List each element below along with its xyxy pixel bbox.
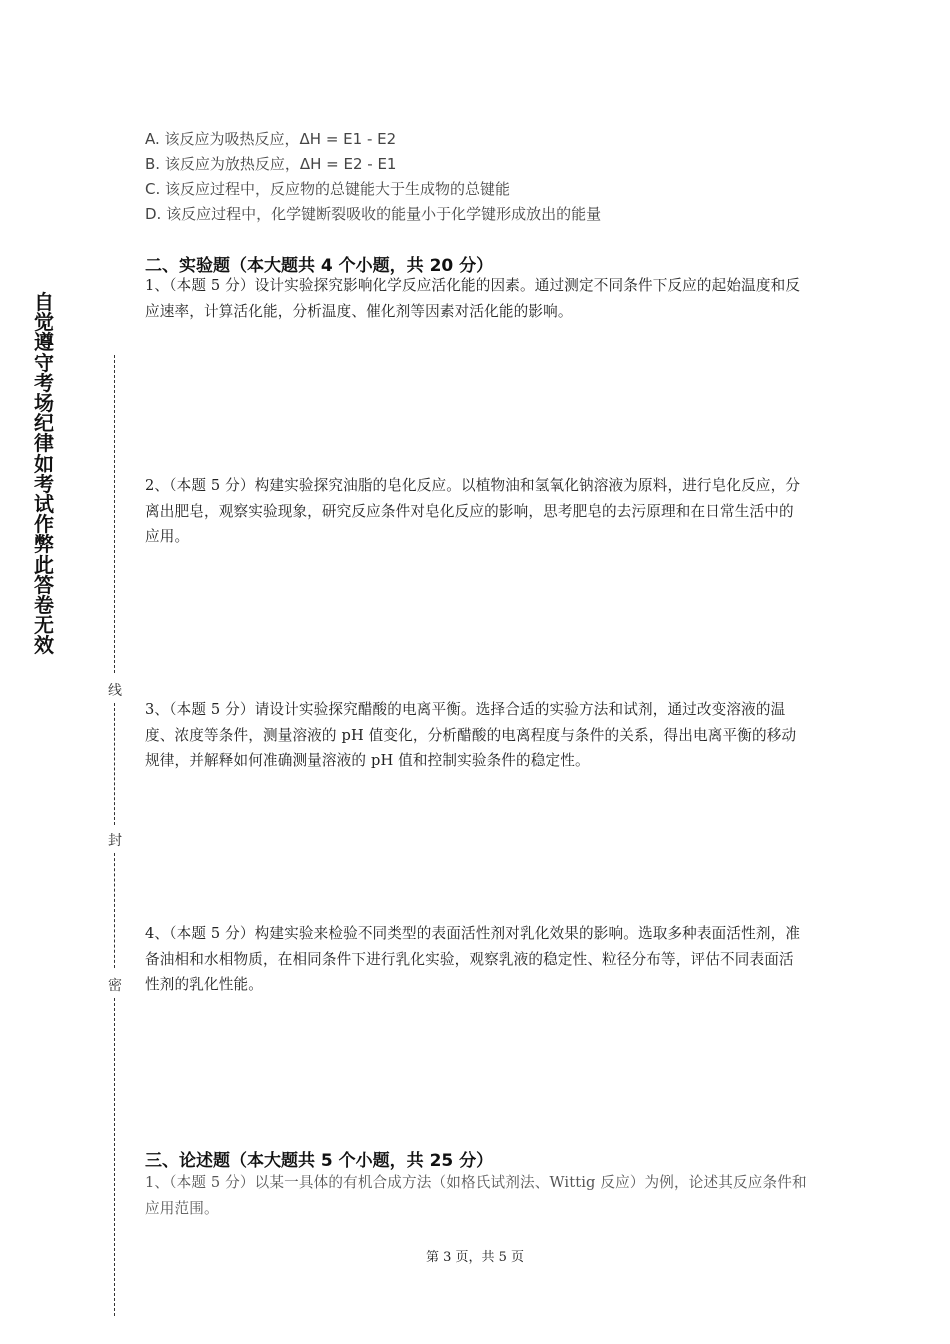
page-number: 第 3 页，共 5 页 bbox=[425, 1250, 525, 1265]
seal-dashed-line bbox=[114, 998, 115, 1316]
binding-notice: 自觉遵守考场纪律如考试作弊此答卷无效 bbox=[34, 290, 54, 658]
question-item: 3、（本题 5 分）请设计实验探究醋酸的电离平衡。选择合适的实验方法和试剂，通过改变溶液的温度、浓度等条件，测量溶液的 pH 值变化，分析醋酸的电离程度与条件的关系，得出电离平衡的移动规律，并解释如何准确测量溶液的 pH 值和控制实验条件的稳定性。 bbox=[145, 701, 797, 769]
question-item: 2、（本题 5 分）构建实验探究油脂的皂化反应。以植物油和氢氧化钠溶液为原料，进行皂化反应，分离出肥皂，观察实验现象，研究反应条件对皂化反应的影响，思考肥皂的去污原理和在日常生活中的应用。 bbox=[145, 477, 801, 545]
seal-mark-mi: 密 bbox=[108, 978, 122, 994]
seal-dashed-line bbox=[114, 703, 115, 825]
option-a: A. 该反应为吸热反应，ΔH = E1 - E2 bbox=[145, 130, 397, 148]
question-item: 1、（本题 5 分）设计实验探究影响化学反应活化能的因素。通过测定不同条件下反应的起始温度和反应速率，计算活化能，分析温度、催化剂等因素对活化能的影响。 bbox=[145, 277, 801, 320]
option-d: D. 该反应过程中，化学键断裂吸收的能量小于化学键形成放出的能量 bbox=[145, 205, 602, 223]
seal-mark-feng: 封 bbox=[108, 833, 122, 849]
seal-mark-xian: 线 bbox=[108, 683, 122, 699]
answer-options bbox=[145, 127, 601, 227]
question-item: 1、（本题 5 分）以某一具体的有机合成方法（如格氏试剂法、Wittig 反应）为例，论述其反应条件和应用范围。 bbox=[145, 1174, 807, 1217]
question-item: 4、（本题 5 分）构建实验来检验不同类型的表面活性剂对乳化效果的影响。选取多种表面活性剂，准备油相和水相物质，在相同条件下进行乳化实验，观察乳液的稳定性、粒径分布等，评估不同表面活性剂的乳化性能。 bbox=[145, 925, 801, 993]
section-title: 三、论述题（本大题共 5 个小题，共 25 分） bbox=[145, 1151, 494, 1171]
seal-dashed-line bbox=[114, 853, 115, 968]
option-c: C. 该反应过程中，反应物的总键能大于生成物的总键能 bbox=[145, 180, 511, 198]
option-b: B. 该反应为放热反应，ΔH = E2 - E1 bbox=[145, 155, 397, 173]
section-title: 二、实验题（本大题共 4 个小题，共 20 分） bbox=[145, 256, 494, 276]
seal-dashed-line bbox=[114, 355, 115, 673]
